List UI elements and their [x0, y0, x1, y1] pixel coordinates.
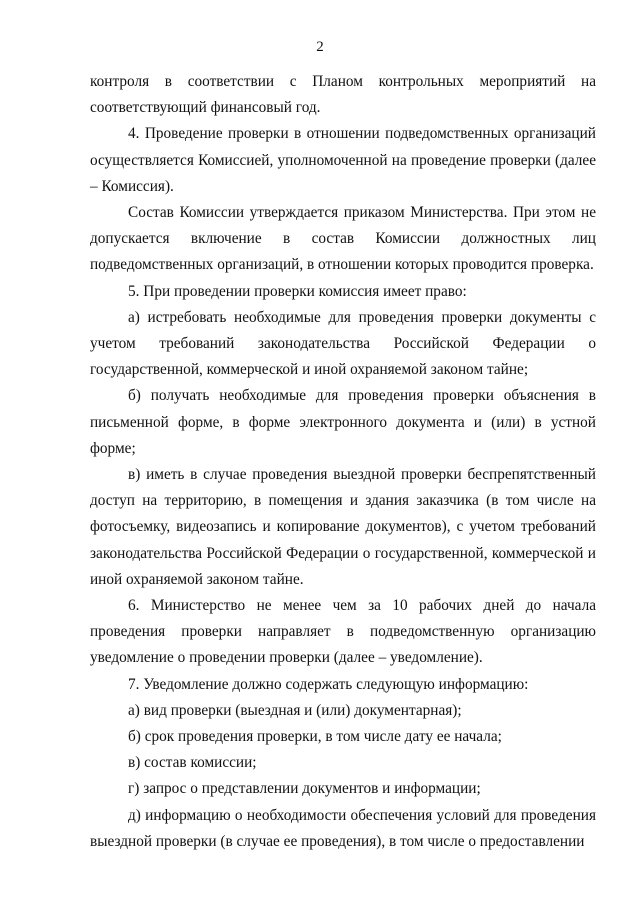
paragraph-item-5a: а) истребовать необходимые для проведения проверки документы с учетом требований законодательства Российской Федерации о государственной, коммерческой и иной охраняемой законом тайне; [90, 308, 596, 379]
paragraph-item-7d: г) запрос о представлении документов и информации; [128, 780, 481, 798]
paragraph-item-5: 5. При проведении проверки комиссия имеет право: [128, 282, 467, 300]
document-body [90, 69, 596, 855]
paragraph-item-5c: в) иметь в случае проведения выездной проверки беспрепятственный доступ на территорию, в помещения и здания заказчика (в том числе на фотосъемку, видеозапись и копирование документов), с учетом требований законодательства Российской Федерации о государственной, коммерческой и иной охраняемой законом тайне. [90, 466, 596, 588]
paragraph-item-7c: в) состав комиссии; [128, 754, 257, 772]
page-number: 2 [316, 39, 324, 55]
paragraph-continuation: контроля в соответствии с Планом контрольных мероприятий на соответствующий финансовый год. [90, 73, 596, 117]
paragraph-item-6: 6. Министерство не менее чем за 10 рабочих дней до начала проведения проверки направляет в подведомственную организацию уведомление о проведении проверки (далее – уведомление). [90, 597, 596, 667]
paragraph-commission-composition: Состав Комиссии утверждается приказом Министерства. При этом не допускается включение в состав Комиссии должностных лиц подведомственных организаций, в отношении которых проводится проверка. [90, 204, 596, 274]
paragraph-item-7a: а) вид проверки (выездная и (или) документарная); [128, 701, 462, 719]
paragraph-item-5b: б) получать необходимые для проведения проверки объяснения в письменной форме, в форме электронного документа и (или) в устной форме; [90, 387, 596, 457]
paragraph-item-7e: д) информацию о необходимости обеспечения условий для проведения выездной проверки (в случае ее проведения), в том числе о предоставлении [90, 806, 596, 850]
paragraph-item-7: 7. Уведомление должно содержать следующую информацию: [128, 675, 529, 693]
paragraph-item-4: 4. Проведение проверки в отношении подведомственных организаций осуществляется Комиссией, уполномоченной на проведение проверки (далее – Комиссия). [90, 125, 596, 195]
paragraph-item-7b: б) срок проведения проверки, в том числе дату ее начала; [128, 728, 502, 746]
